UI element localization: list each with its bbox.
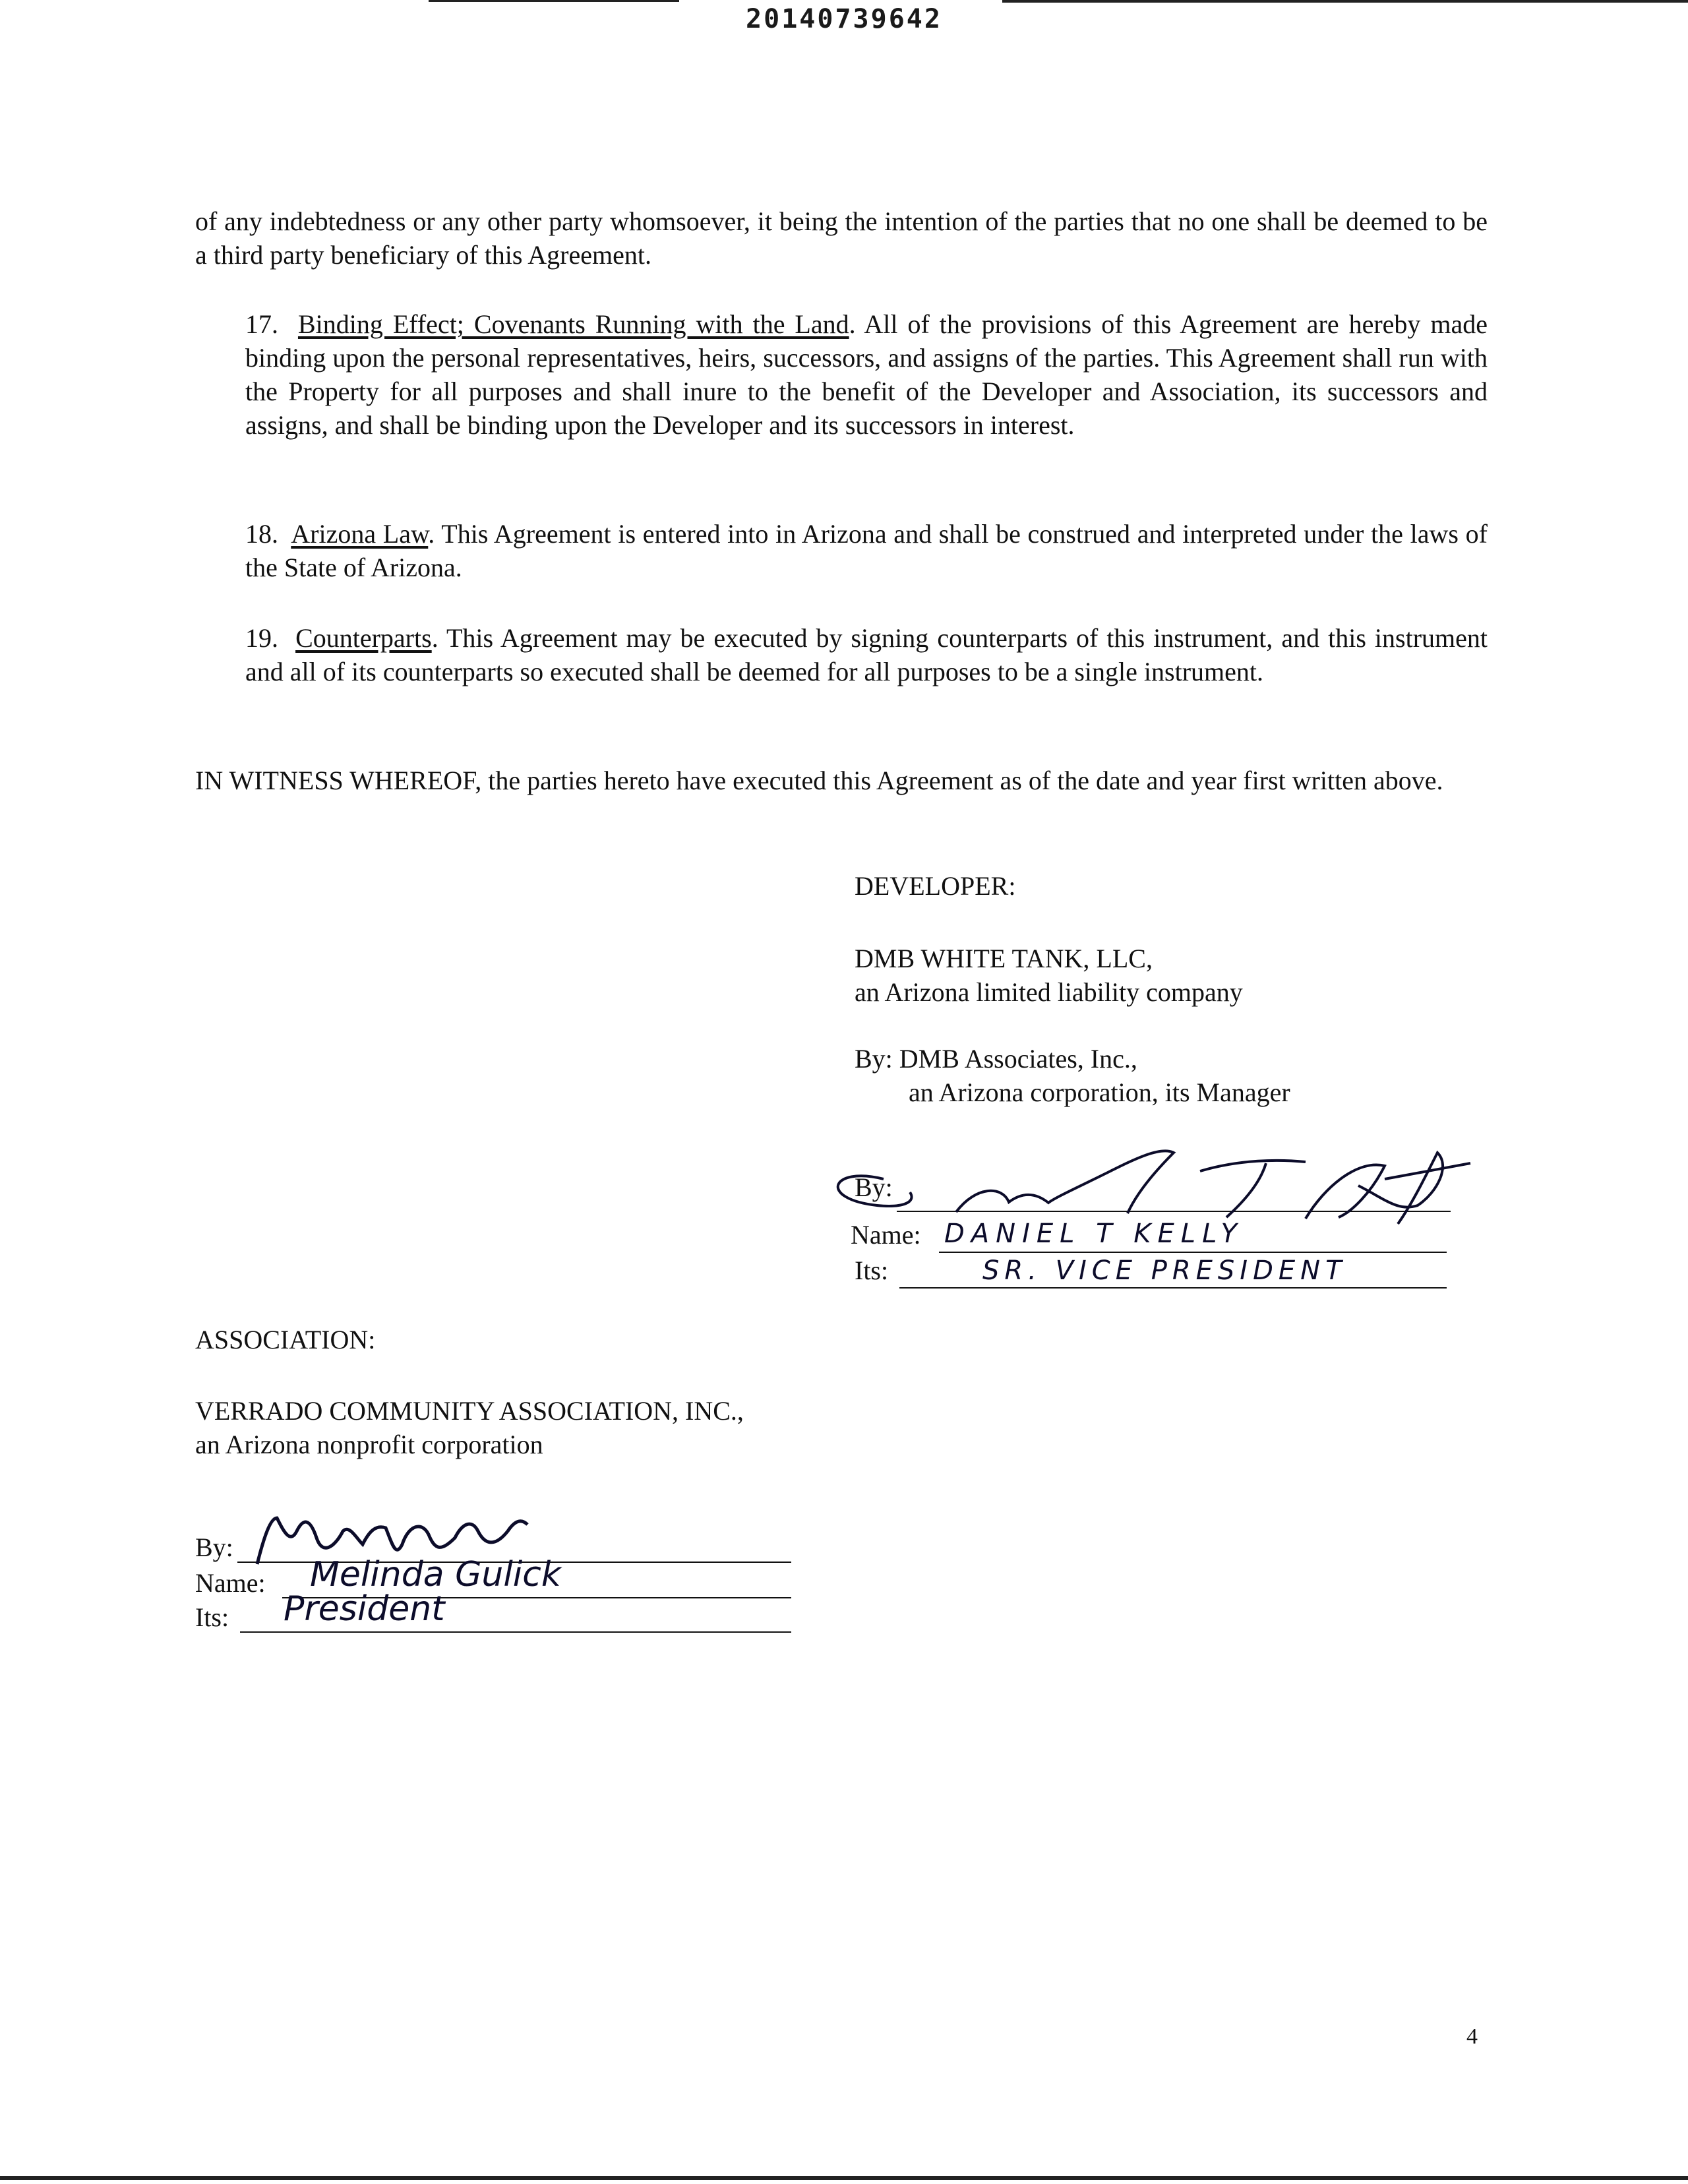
continuation-paragraph <box>195 204 1488 272</box>
signature-line <box>240 1631 791 1633</box>
section-19 <box>195 621 1488 688</box>
company-description: an Arizona nonprofit corporation <box>195 1430 543 1459</box>
signature-its-label: Its: <box>855 1256 889 1285</box>
section-number: 18. <box>245 519 278 549</box>
manager-description: an Arizona corporation, its Manager <box>909 1077 1290 1107</box>
section-text: . This Agreement may be executed by signing counterparts of this instrument, and this instrument and all of its counterparts so executed shall be deemed for all purposes to be a single instrument. <box>245 623 1488 686</box>
company-name: VERRADO COMMUNITY ASSOCIATION, INC., <box>195 1396 744 1426</box>
signature-name-label: Name: <box>851 1220 921 1250</box>
signature-its-label: Its: <box>195 1602 229 1632</box>
scan-edge-line <box>429 0 679 2</box>
section-number: 17. <box>245 309 278 339</box>
section-heading: Counterparts <box>295 623 432 653</box>
witness-clause <box>195 762 1481 800</box>
signature-by-label: By: <box>855 1172 893 1202</box>
section-heading: Arizona Law <box>291 519 429 549</box>
signature-line <box>939 1252 1447 1253</box>
handwritten-name: DANIEL T KELLY <box>944 1219 1244 1249</box>
scan-edge-line <box>1002 0 1688 3</box>
company-name: DMB WHITE TANK, LLC, <box>855 944 1153 973</box>
scan-edge-line <box>0 2176 1688 2180</box>
handwritten-name: Melinda Gulick <box>310 1555 561 1594</box>
section-paragraph <box>195 517 1488 584</box>
section-paragraph <box>195 621 1488 688</box>
developer-manager <box>855 1042 1290 1109</box>
section-text: . All of the provisions of this Agreement are hereby made binding upon the personal representatives, heirs, successors, and assigns of the parties. This Agreement shall run with the Property for all purposes and shall inure to the benefit of the Developer and Association, its successors and assigns, and shall be binding upon the Developer and its successors in interest. <box>245 309 1488 440</box>
page-number: 4 <box>1466 2024 1478 2049</box>
developer-heading: DEVELOPER: <box>855 871 1016 901</box>
recording-number: 20140739642 <box>746 4 942 34</box>
handwritten-title: President <box>284 1589 445 1629</box>
developer-signature <box>804 1139 1477 1225</box>
section-heading: Binding Effect; Covenants Running with the Land <box>297 309 849 339</box>
association-heading: ASSOCIATION: <box>195 1325 376 1354</box>
signature-line <box>899 1287 1447 1289</box>
witness-text: IN WITNESS WHEREOF, the parties hereto have executed this Agreement as of the date and year first written above. <box>195 766 1443 795</box>
company-description: an Arizona limited liability company <box>855 977 1243 1007</box>
section-18 <box>195 517 1488 584</box>
manager-line: By: DMB Associates, Inc., <box>855 1044 1137 1074</box>
section-number: 19. <box>245 623 278 653</box>
section-17 <box>195 307 1488 442</box>
paragraph-text: of any indebtedness or any other party whomsoever, it being the intention of the parties that no one shall be deemed to be a third party beneficiary of this Agreement. <box>195 206 1488 270</box>
association-company <box>195 1394 744 1461</box>
handwritten-title: SR. VICE PRESIDENT <box>982 1256 1347 1286</box>
signature-name-label: Name: <box>195 1568 266 1598</box>
section-text: . This Agreement is entered into in Arizona and shall be construed and interpreted under the laws of the State of Arizona. <box>245 519 1488 582</box>
section-paragraph <box>195 307 1488 442</box>
developer-company <box>855 942 1243 1009</box>
signature-by-label: By: <box>195 1532 233 1562</box>
